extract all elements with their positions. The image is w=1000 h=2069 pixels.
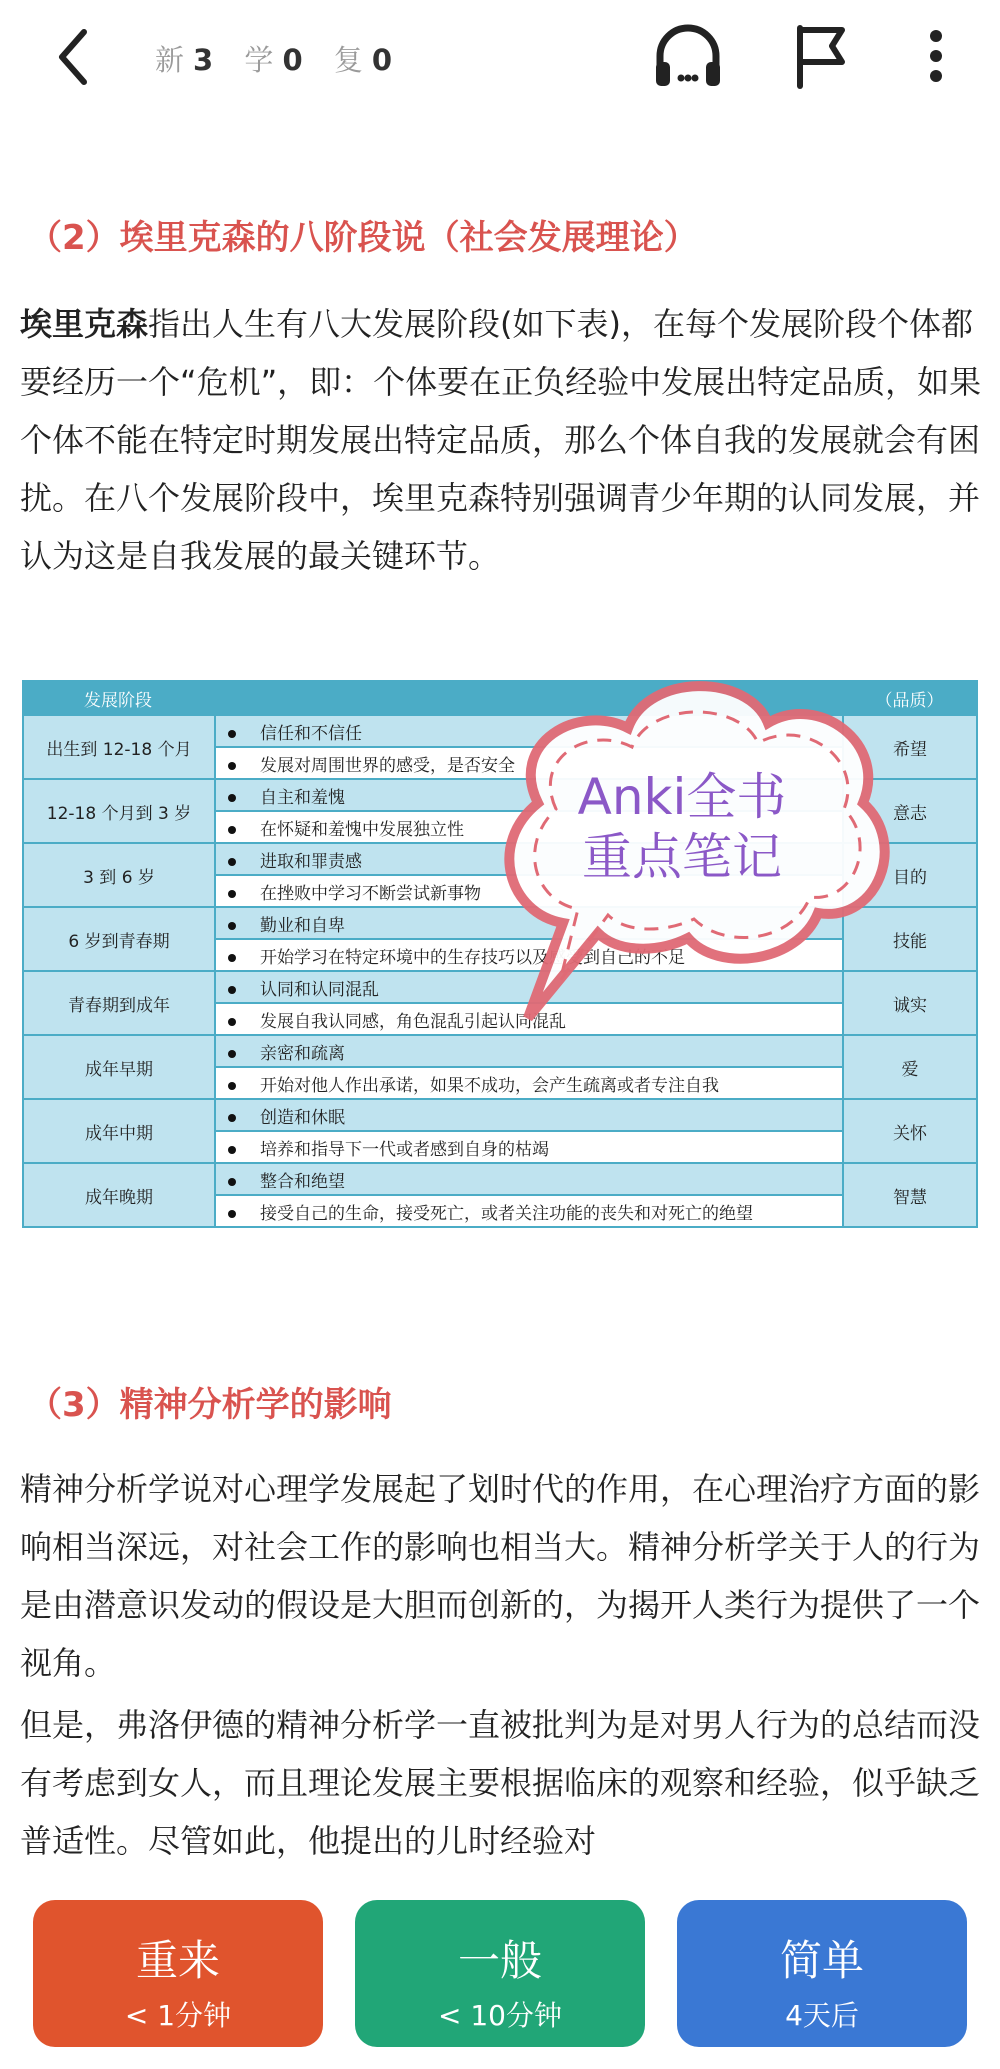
bullet-icon <box>228 762 236 770</box>
crisis-cell: 亲密和疏离 <box>215 1035 843 1067</box>
stage-cell: 12-18 个月到 3 岁 <box>23 779 215 843</box>
description-cell: 培养和指导下一代或者感到自身的枯竭 <box>215 1131 843 1163</box>
learn-count: 0 <box>282 43 304 77</box>
table-header-quality: （品质） <box>843 681 977 715</box>
flag-icon <box>790 22 854 90</box>
quality-cell: 意志 <box>843 779 977 843</box>
crisis-cell: 自主和羞愧 <box>215 779 843 811</box>
bullet-icon <box>228 1082 236 1090</box>
headphones-icon <box>652 22 724 90</box>
description-cell: 发展自我认同感，角色混乱引起认同混乱 <box>215 1003 843 1035</box>
crisis-cell: 信任和不信任 <box>215 715 843 747</box>
crisis-cell: 勤业和自卑 <box>215 907 843 939</box>
easy-interval: 4天后 <box>785 1999 859 2032</box>
stage-cell: 出生到 12-18 个月 <box>23 715 215 779</box>
crisis-cell: 创造和休眠 <box>215 1099 843 1131</box>
description-cell: 发展对周围世界的感受，是否安全 <box>215 747 843 779</box>
bullet-icon <box>228 1018 236 1026</box>
bullet-icon <box>228 1146 236 1154</box>
bullet-icon <box>228 730 236 738</box>
audio-button[interactable] <box>652 22 724 94</box>
description-cell: 接受自己的生命，接受死亡，或者关注功能的丧失和对死亡的绝望 <box>215 1195 843 1227</box>
bullet-icon <box>228 890 236 898</box>
card-counts <box>155 38 413 79</box>
new-count-label: 新 <box>155 43 186 77</box>
flag-button[interactable] <box>790 22 854 94</box>
good-button[interactable] <box>355 1900 645 2047</box>
easy-button[interactable] <box>677 1900 967 2047</box>
quality-cell: 诚实 <box>843 971 977 1035</box>
more-vert-icon <box>920 22 952 90</box>
quality-cell: 希望 <box>843 715 977 779</box>
bullet-icon <box>228 1050 236 1058</box>
again-button[interactable] <box>33 1900 323 2047</box>
bullet-icon <box>228 1210 236 1218</box>
description-cell: 在怀疑和羞愧中发展独立性 <box>215 811 843 843</box>
table-row <box>23 1035 977 1067</box>
bullet-icon <box>228 1114 236 1122</box>
table-row <box>23 1099 977 1131</box>
description-cell: 开始对他人作出承诺，如果不成功，会产生疏离或者专注自我 <box>215 1067 843 1099</box>
back-icon <box>48 24 108 90</box>
stage-cell: 青春期到成年 <box>23 971 215 1035</box>
bullet-icon <box>228 1178 236 1186</box>
description-cell: 开始学习在特定环境中的生存技巧以及感受到自己的不足 <box>215 939 843 971</box>
table-header-stage: 发展阶段 <box>23 681 843 715</box>
quality-cell: 技能 <box>843 907 977 971</box>
stage-cell: 6 岁到青春期 <box>23 907 215 971</box>
easy-label: 简单 <box>779 1936 864 1985</box>
bullet-icon <box>228 858 236 866</box>
paragraph-text: 指出人生有八大发展阶段(如下表)，在每个发展阶段个体都要经历一个“危机”，即：个体要在正负经验中发展出特定品质，如果个体不能在特定时期发展出特定品质，那么个体自我的发展就会有困扰。在八个发展阶段中，埃里克森特别强调青少年期的认同发展，并认为这是自我发展的最关键环节。 <box>20 305 982 575</box>
more-options-button[interactable] <box>920 22 952 94</box>
answer-bar <box>0 1875 1000 2069</box>
bold-term: 埃里克森 <box>20 305 149 343</box>
review-count-label: 复 <box>333 43 364 77</box>
watermark-text: Anki全书 重点笔记 <box>577 768 787 886</box>
bullet-icon <box>228 954 236 962</box>
again-label: 重来 <box>135 1936 220 1985</box>
bullet-icon <box>228 826 236 834</box>
section-heading: （2）埃里克森的八阶段说（社会发展理论） <box>28 218 698 258</box>
quality-cell: 关怀 <box>843 1099 977 1163</box>
back-button[interactable] <box>48 24 108 90</box>
quality-cell: 智慧 <box>843 1163 977 1227</box>
card-content <box>0 115 1000 1875</box>
section-heading: （3）精神分析学的影响 <box>28 1385 392 1425</box>
bullet-icon <box>228 986 236 994</box>
stage-cell: 成年早期 <box>23 1035 215 1099</box>
crisis-cell: 整合和绝望 <box>215 1163 843 1195</box>
crisis-cell: 进取和罪责感 <box>215 843 843 875</box>
crisis-cell: 认同和认同混乱 <box>215 971 843 1003</box>
table-row <box>23 1163 977 1195</box>
description-cell: 在挫败中学习不断尝试新事物 <box>215 875 843 907</box>
top-bar <box>0 0 1000 115</box>
quality-cell: 爱 <box>843 1035 977 1099</box>
paragraph: 但是，弗洛伊德的精神分析学一直被批判为是对男人行为的总结而没有考虑到女人，而且理论发展主要根据临床的观察和经验，似乎缺乏普适性。尽管如此，他提出的儿时经验对 <box>20 1706 981 1860</box>
again-interval: < 1分钟 <box>124 1999 232 2032</box>
good-label: 一般 <box>457 1936 542 1985</box>
learn-count-label: 学 <box>244 43 275 77</box>
good-interval: < 10分钟 <box>438 1999 562 2032</box>
stage-cell: 成年晚期 <box>23 1163 215 1227</box>
paragraph <box>20 295 982 585</box>
stage-cell: 成年中期 <box>23 1099 215 1163</box>
paragraph: 精神分析学说对心理学发展起了划时代的作用，在心理治疗方面的影响相当深远，对社会工作的影响也相当大。精神分析学关于人的行为是由潜意识发动的假设是大胆而创新的，为揭开人类行为提供了一个视角。 <box>20 1470 981 1682</box>
new-count: 3 <box>193 43 215 77</box>
review-count: 0 <box>371 43 394 77</box>
bullet-icon <box>228 794 236 802</box>
stage-cell: 3 到 6 岁 <box>23 843 215 907</box>
bullet-icon <box>228 922 236 930</box>
quality-cell: 目的 <box>843 843 977 907</box>
